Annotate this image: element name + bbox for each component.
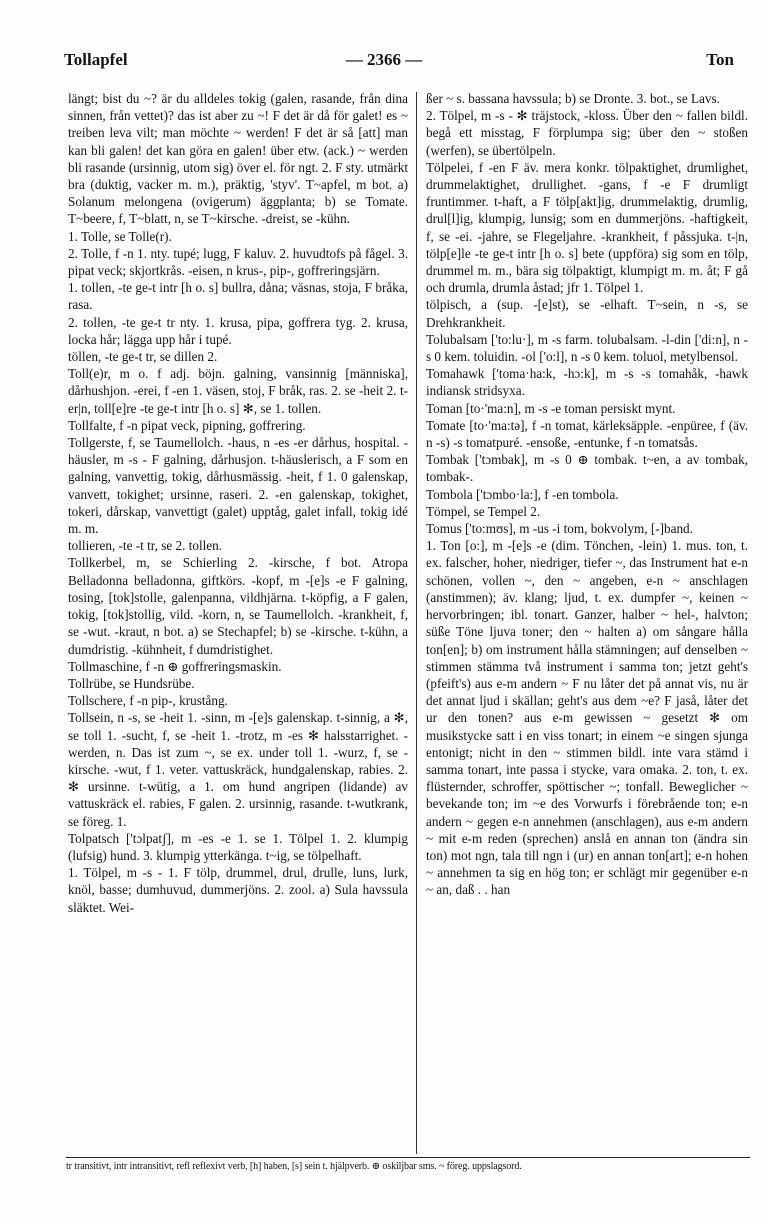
- entry-toll-continued: längt; bist du ~? är du alldeles tokig (galen, rasande, från dina sinnen, från vettet)? das ist aber zu ~! F det är då för galet! es ~ treiben leva vilt; man möchte ~ werden! F det är så [att] man kan bli galen! det kan göra en galen! über etw. (ack.) ~ werden bli rasande (ursinnig, utom sig) över el. för ngt. 2. F sty. utmärkt bra (duktig, vacker m. m.), präktig, 'styv'. T~apfel, m bot. a) Solanum melongena (ovigerum) äggplanta; b) se Tomate. T~beere, f, T~blatt, n, se T~kirsche. -dreist, se -kühn.: [68, 91, 408, 227]
- entry-tombola: Tombola ['tɔmbo·la:], f -en tombola.: [426, 486, 619, 502]
- header-right-guideword: Ton: [706, 50, 734, 69]
- entry-tollen-2: 2. tollen, -te ge-t tr nty. 1. krusa, pipa, goffrera tyg. 2. krusa, locka hår; lägga upp hår i tupé.: [68, 314, 408, 347]
- entry-tollsein: Tollsein, n -s, se -heit 1. -sinn, m -[e]s galenskap. t-sinnig, a ✻, se toll 1. -sucht, f, se -heit 1. -trotz, m -es ✻ halsstarrighet. -werden, n. Das ist zum ~, se ex. under toll 1. -wurz, f, se -kirsche. -wut, f 1. veter. vattuskräck, hundgalenskap, rabies. 2. ✻ ursinne. t-wütig, a 1. om hund angripen (lidande) av vattuskräck el. rabies, F galen. 2. ursinnig, rasande. t-wutkrank, se föreg. 1.: [68, 710, 408, 829]
- entry-tomahawk: Tomahawk ['toma·ha:k, -hɔ:k], m -s -s tomahåk, -hawk indiansk stridsyxa.: [426, 366, 748, 399]
- entry-toelpelei: Tölpelei, f -en F äv. mera konkr. tölpaktighet, drumlighet, drummelaktighet, drullighet. -gans, f -e F drumligt fruntimmer. t-haft, a F tölp[akt]ig, drummelaktig, drumlig, drul[l]ig, klumpig, lunsig; som en dummerjöns. -haftigkeit, f, se -ei. -jahre, se Flegeljahre. -krankheit, f påssjuka. t-|n, tölp[e]le -te ge-t intr [h o. s] bete (uppföra) sig som en tölp, drummel m. m., bära sig tölpaktigt, klumpigt m. m. åt; F gå och drumla, drumla åstad; jfr 1. Tölpel 1.: [426, 159, 748, 296]
- entry-ton-1: 1. Ton [o:], m -[e]s -e (dim. Tönchen, -lein) 1. mus. ton, t. ex. falscher, hoher, niedriger, tiefer ~, das Instrument hat e-n schönen, vollen ~, den ~ angeben, e-n ~ anschlagen (anstimmen); äv. klang; ljud, t. ex. dumpfer ~, keinen ~ hervorbringen; ibl. tonart. Ganzer, halber ~ hel-, halvton; süße Töne ljuva toner; den ~ halten a) om sångare hålla ton[en]; b) om instrument hålla stämningen; auf denselben ~ stimmen stämma två instrument i samma ton; jetzt geht's (pfeift's) aus e-m andern ~ F nu låter det på annat vis, nu är det annat ljud i skällan; geht's aus dem ~e? F jaså, låter det ur den tonen? aus e-m gewissen ~ gesetzt ✻ om musikstycke satt i en viss tonart; in einem ~e singen sjunga entonigt; nicht in den ~ stimmen bildl. inte vara stämd i samma tonart, inte passa i stycke, vara omaka. 2. ton, t. ex. flüsternder, schroffer, spöttischer ~; tonfall. Beweglicher ~ bevekande ton; im ~e des Vorwurfs i förebrående ton; e-n andern ~ gegen e-n annehmen (anschlagen), aus e-m andern ~ mit e-m reden (sprechen) anslå en annan ton (ändra sin ton) mot ngn, tala till ngn i (ur) en annan ton[art]; e-n hohen ~ annehmen ta sig en hög ton; er schlägt mir gegenüber e-n ~ an, daß . . han: [426, 538, 748, 898]
- entry-tollieren: tollieren, -te -t tr, se 2. tollen.: [68, 538, 223, 554]
- entry-tollfalte: Tollfalte, f -n pipat veck, pipning, goffrering.: [68, 417, 306, 433]
- header-left-guideword: Tollapfel: [64, 50, 128, 69]
- right-column: [426, 90, 748, 899]
- entry-toellen: töllen, -te ge-t tr, se dillen 2.: [68, 349, 218, 365]
- entry-tollen-1: 1. tollen, -te ge-t intr [h o. s] bullra, dåna; väsnas, stoja, F bråka, rasa.: [68, 280, 408, 313]
- entry-toelpel-1: 1. Tölpel, m -s - 1. F tölp, drummel, drul, drulle, luns, lurk, knöl, basse; dumhuvud, dummerjöns. 2. zool. a) Sula havssula släktet. Wei-: [68, 865, 408, 915]
- entry-tomus: Tomus ['to:mʊs], m -us -i tom, bokvolym, [-]band.: [426, 521, 693, 537]
- entry-tolpatsch: Tolpatsch ['tɔlpatʃ], m -es -e 1. se 1. Tölpel 1. 2. klumpig (lufsig) hund. 3. klumpig ytterkänga. t~ig, se tölpelhaft.: [68, 830, 408, 863]
- entry-tollgerste: Tollgerste, f, se Taumellolch. -haus, n -es -er dårhus, hospital. -häusler, m -s - F galning, dårhusjon. t-häuslerisch, a F som en galning, vanvettig, tokig, dårhusmässig. -heit, f 1. 0 galenskap, vanvett, tokighet; ursinne, raseri. 2. -en galenskap, tokighet, tokeri, dårskap, vanvettigt (galet) upptåg, galet infall, tokig idé m. m.: [68, 435, 408, 537]
- abbreviation-legend: tr transitivt, intr intransitivt, refl reflexivt verb, [h] haben, [s] sein t. hjälpverb. ⊕ oskiljbar sms. ~ föreg. uppslagsord.: [66, 1161, 522, 1172]
- entry-toelpel-2: 2. Tölpel, m -s - ✻ träjstock, -kloss. Über den ~ fallen bildl. begå ett misstag, F förplumpa sig; über den ~ stoßen (werfen), se übertölpeln.: [426, 108, 748, 158]
- entry-toller: Toll(e)r, m o. f adj. böjn. galning, vansinnig [människa], dårhushjon. -erei, f -en 1. väsen, stoj, F bråk, ras. 2. se -heit 2. t-er|n, toll[e]re -te ge-t intr [h o. s] ✻, se 1. tollen.: [68, 366, 408, 416]
- entry-tolubalsam: Tolubalsam ['to:lu·], m -s farm. tolubalsam. -l-din ['di:n], n -s 0 kem. toluidin. -ol ['o:l], n -s 0 kem. toluol, metylbensol.: [426, 331, 748, 365]
- entry-tollkerbel: Tollkerbel, m, se Schierling 2. -kirsche, f bot. Atropa Belladonna belladonna, giftkörs. -kopf, m -[e]s -e F galning, tosing, [tok]stolle, galenpanna, vildhjärna. t-köpfig, a F galen, tokig, [tok]stollig, vild. -korn, n, se Taumellolch. -krankheit, f, se -wut. -kraut, n bot. a) se Stechapfel; b) se -kirsche. t-kühn, a dumdristig. -kühnheit, f dumdristighet.: [68, 555, 408, 657]
- entry-toelpel-1-continued: ßer ~ s. bassana havssula; b) se Dronte. 3. bot., se Lavs.: [426, 91, 720, 106]
- entry-toempel: Tömpel, se Tempel 2.: [426, 503, 541, 519]
- footer-rule: [66, 1157, 750, 1158]
- entry-tolle-1: 1. Tolle, se Tolle(r).: [68, 228, 172, 244]
- entry-tollmaschine: Tollmaschine, f -n ⊕ goffreringsmaskin.: [68, 658, 282, 674]
- entry-toman: Toman [to·'ma:n], m -s -e toman persiskt mynt.: [426, 400, 676, 416]
- entry-tombak: Tombak ['tɔmbak], m -s 0 ⊕ tombak. t~en, a av tombak, tombak-.: [426, 452, 748, 485]
- column-divider: [416, 92, 417, 1154]
- entry-tollschere: Tollschere, f -n pip-, krustång.: [68, 693, 228, 709]
- page-number: — 2366 —: [345, 50, 423, 69]
- left-column: [68, 90, 408, 916]
- entry-tollruebe: Tollrübe, se Hundsrübe.: [68, 675, 195, 691]
- entry-tomate: Tomate [to·'ma:tə], f -n tomat, kärleksäpple. -enpüree, f (äv. n -s) -s tomatpuré. -ensoße, -entunke, f -n tomatsås.: [426, 417, 748, 451]
- entry-tolle-2: 2. Tolle, f -n 1. nty. tupé; lugg, F kaluv. 2. huvudtofs på fågel. 3. pipat veck; skjortkrås. -eisen, n krus-, pip-, goffreringsjärn.: [68, 245, 408, 279]
- entry-toelpisch: tölpisch, a (sup. -[e]st), se -elhaft. T~sein, n -s, se Drehkrankheit.: [426, 297, 748, 330]
